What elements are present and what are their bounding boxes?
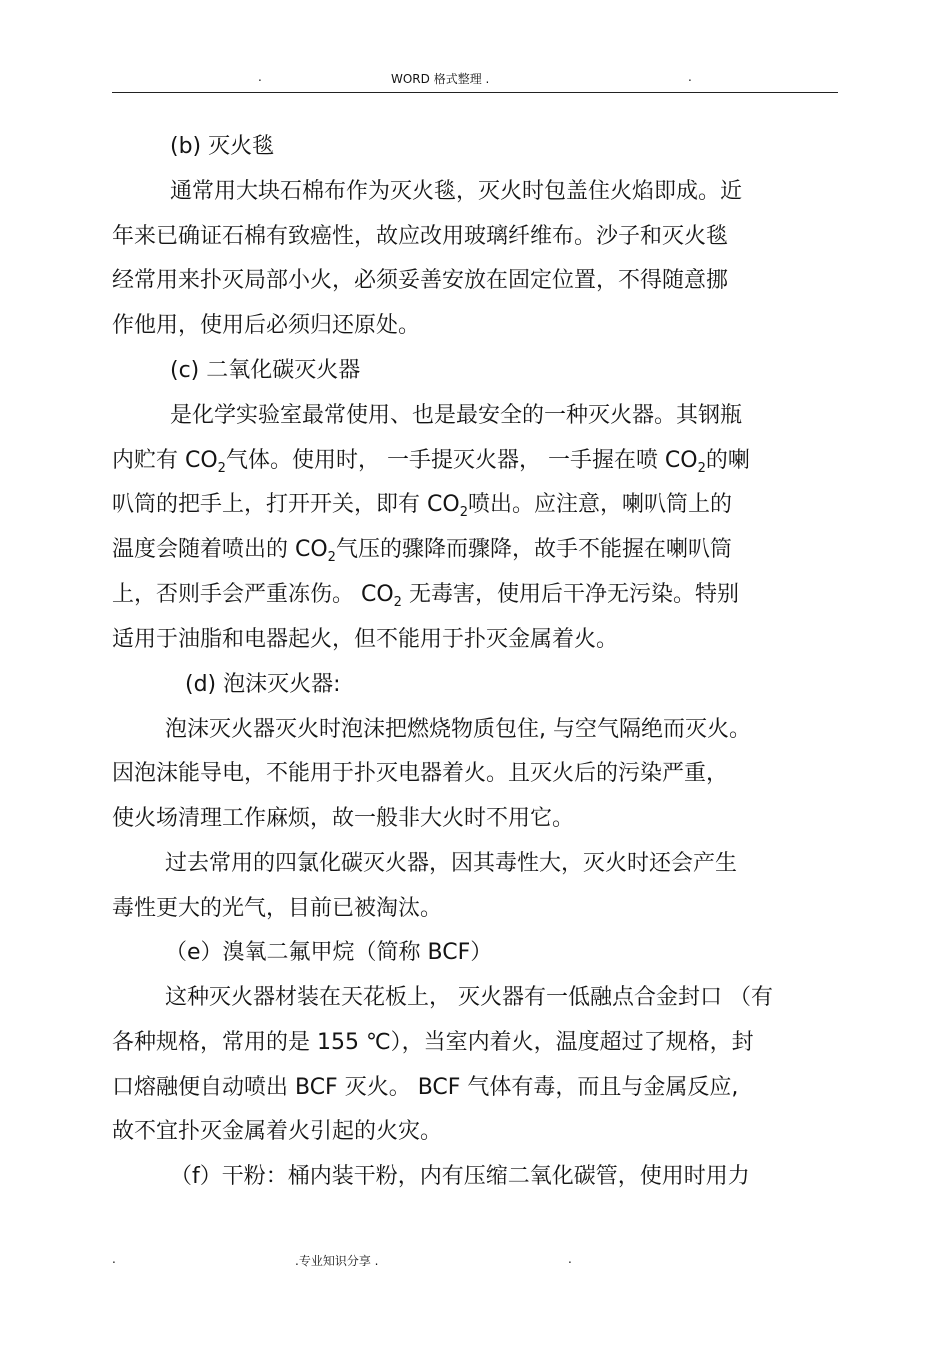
text-run: 无毒害，使用后干净无污染。特别 bbox=[401, 582, 739, 607]
paragraph-line: 因泡沫能导电，不能用于扑灭电器着火。且灭火后的污染严重， bbox=[112, 761, 729, 786]
paragraph-line: 泡沫灭火器灭火时泡沫把燃烧物质包住, 与空气隔绝而灭火。 bbox=[165, 717, 751, 742]
footer-dot-left: . bbox=[112, 1252, 116, 1266]
section-f-heading: （f）干粉：桶内装干粉，内有压缩二氧化碳管，使用时用力 bbox=[170, 1164, 750, 1189]
footer-dot-right: . bbox=[568, 1252, 572, 1266]
paragraph-line: 毒性更大的光气，目前已被淘汰。 bbox=[112, 896, 443, 921]
section-c-heading: (c) 二氧化碳灭火器 bbox=[170, 358, 361, 383]
paragraph-line: 口熔融便自动喷出 BCF 灭火。 BCF 气体有毒，而且与金属反应, bbox=[112, 1075, 739, 1100]
subscript-2: 2 bbox=[327, 550, 336, 565]
subscript-2: 2 bbox=[217, 461, 226, 476]
subscript-2: 2 bbox=[393, 595, 402, 610]
paragraph-line bbox=[112, 581, 739, 612]
text-run: 气体。使用时， 一手提灭火器， 一手握在喷 CO bbox=[225, 448, 698, 473]
paragraph-line: 是化学实验室最常使用、也是最安全的一种灭火器。其钢瓶 bbox=[170, 403, 743, 428]
text-run: 的喇 bbox=[705, 448, 750, 473]
paragraph-line: 过去常用的四氯化碳灭火器，因其毒性大，灭火时还会产生 bbox=[165, 851, 738, 876]
paragraph-line: 适用于油脂和电器起火，但不能用于扑灭金属着火。 bbox=[112, 627, 619, 652]
header-title: WORD 格式整理 . bbox=[391, 72, 490, 86]
paragraph-line: 经常用来扑灭局部小火，必须妥善安放在固定位置，不得随意挪 bbox=[112, 268, 729, 293]
paragraph-line: 年来已确证石棉有致癌性，故应改用玻璃纤维布。沙子和灭火毯 bbox=[112, 224, 729, 249]
text-run: 上，否则手会严重冻伤。 CO bbox=[112, 582, 394, 607]
paragraph-line bbox=[112, 491, 732, 522]
header-rule bbox=[112, 92, 838, 93]
paragraph-line: 使火场清理工作麻烦，故一般非大火时不用它。 bbox=[112, 806, 575, 831]
text-run: 叭筒的把手上，打开开关，即有 CO bbox=[112, 492, 460, 517]
paragraph-line: 各种规格，常用的是 155 ℃），当室内着火，温度超过了规格，封 bbox=[112, 1030, 754, 1055]
header-dot-right: . bbox=[688, 70, 692, 84]
text-run: 气压的骤降而骤降，故手不能握在喇叭筒 bbox=[335, 537, 732, 562]
section-e-heading: （e）溴氧二氟甲烷（简称 BCF） bbox=[165, 940, 493, 965]
text-run: 喷出。应注意，喇叭筒上的 bbox=[467, 492, 732, 517]
text-run: 温度会随着喷出的 CO bbox=[112, 537, 328, 562]
subscript-2: 2 bbox=[697, 461, 706, 476]
section-d-heading: (d) 泡沫灭火器: bbox=[185, 672, 341, 697]
header-dot-left: . bbox=[258, 70, 262, 84]
paragraph-line: 故不宜扑灭金属着火引起的火灾。 bbox=[112, 1119, 443, 1144]
paragraph-line bbox=[112, 536, 732, 567]
paragraph-line bbox=[112, 447, 750, 478]
paragraph-line: 这种灭火器材装在天花板上， 灭火器有一低融点合金封口 （有 bbox=[165, 985, 773, 1010]
paragraph-line: 通常用大块石棉布作为灭火毯，灭火时包盖住火焰即成。近 bbox=[170, 179, 743, 204]
section-b-heading: (b) 灭火毯 bbox=[170, 134, 275, 159]
text-run: 内贮有 CO bbox=[112, 448, 218, 473]
footer-text: .专业知识分享 . bbox=[295, 1254, 379, 1268]
paragraph-line: 作他用，使用后必须归还原处。 bbox=[112, 313, 421, 338]
subscript-2: 2 bbox=[459, 505, 468, 520]
